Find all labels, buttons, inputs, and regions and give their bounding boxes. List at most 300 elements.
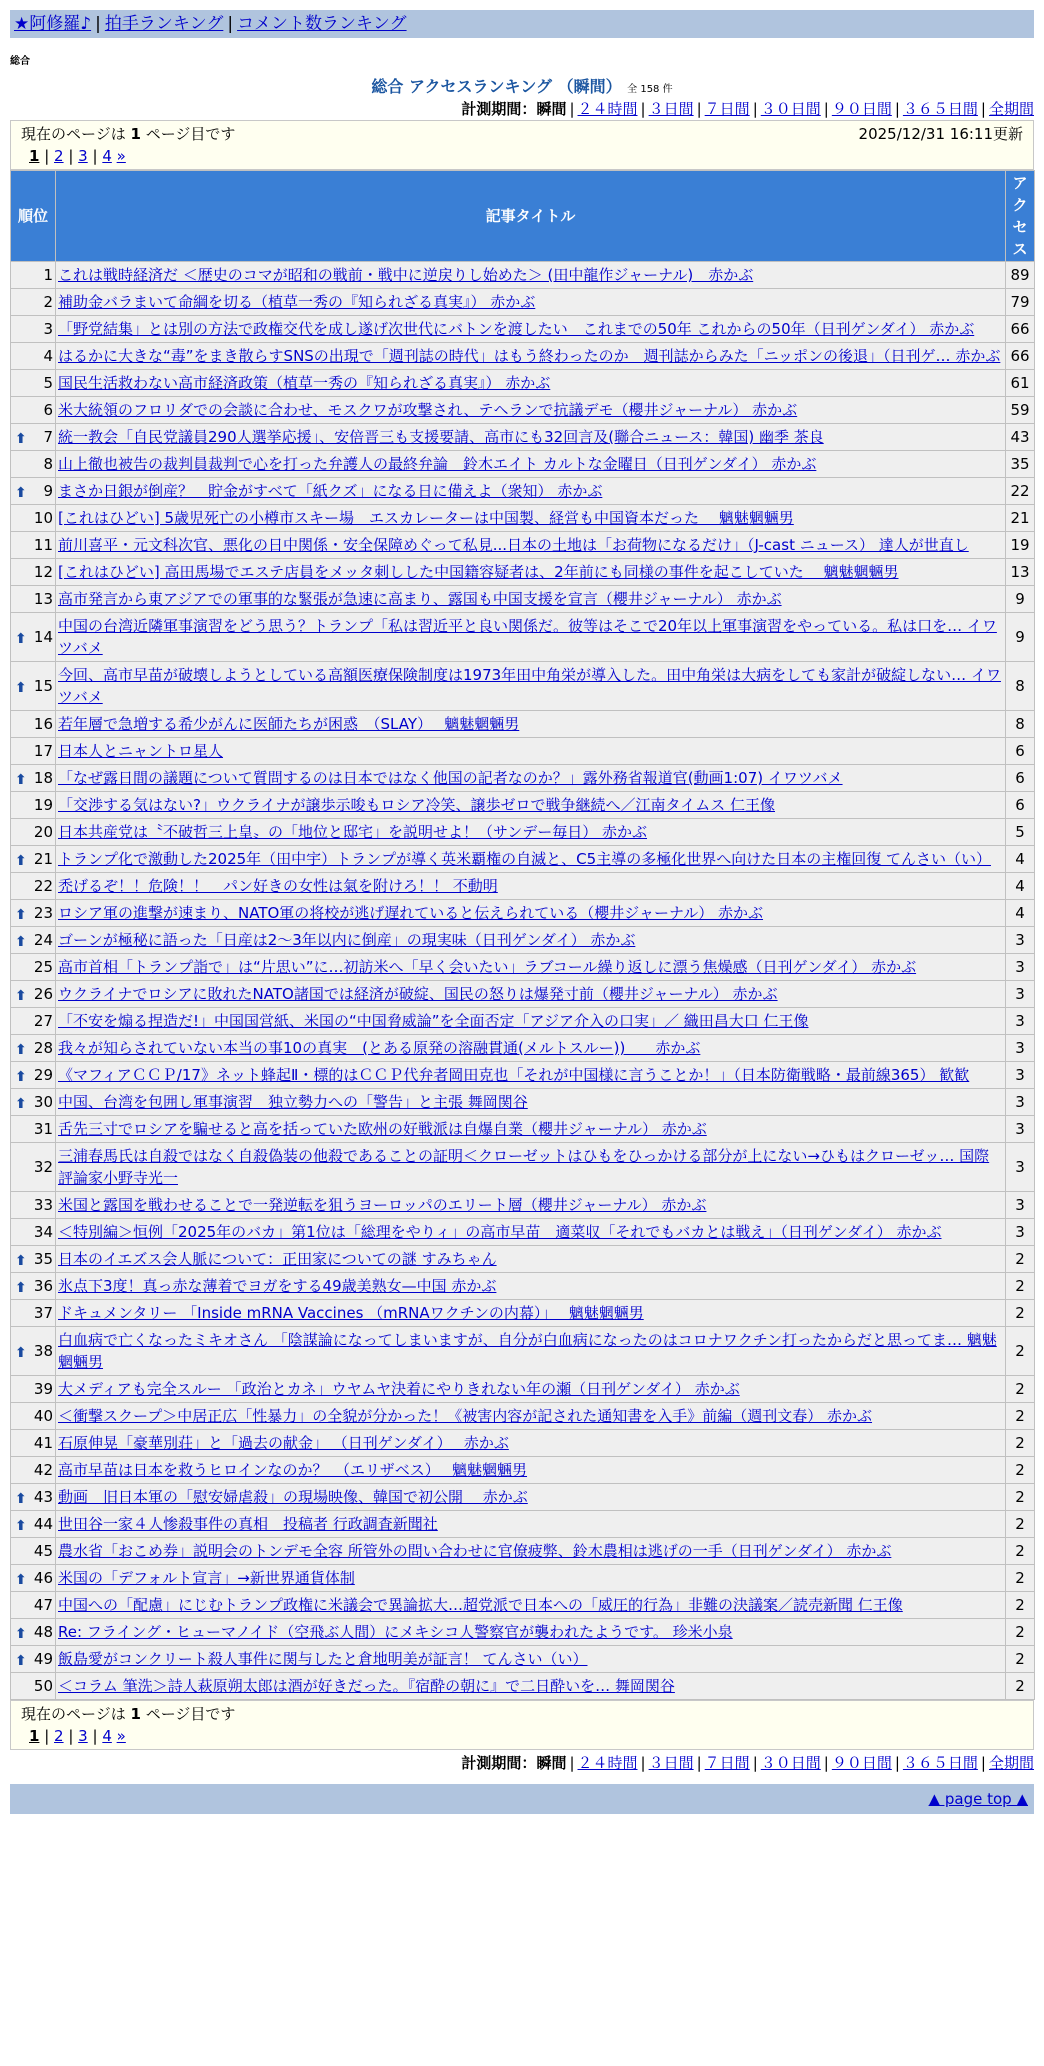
rank-cell bbox=[11, 586, 56, 613]
title-cell bbox=[56, 873, 1006, 900]
rank-number: 45 bbox=[33, 1542, 53, 1560]
article-link[interactable]: 山上徹也被告の裁判員裁判で心を打った弁護人の最終弁論 鈴木エイト カルトな金曜日（日刊ゲンダイ） 赤かぶ bbox=[58, 455, 817, 473]
rank-cell bbox=[11, 900, 56, 927]
table-row bbox=[11, 262, 1035, 289]
table-row bbox=[11, 586, 1035, 613]
title-cell bbox=[56, 1143, 1006, 1192]
article-link[interactable]: 国民生活救わない高市経済政策（植草一秀の『知られざる真実』） 赤かぶ bbox=[58, 374, 551, 392]
article-link[interactable]: 日本人とニャントロ星人 bbox=[58, 742, 224, 760]
title-cell bbox=[56, 1484, 1006, 1511]
applause-ranking-link[interactable]: 拍手ランキング bbox=[104, 14, 224, 34]
access-count: 2 bbox=[1006, 1565, 1035, 1592]
rank-cell bbox=[11, 1143, 56, 1192]
rank-cell bbox=[11, 711, 56, 738]
title-cell bbox=[56, 1192, 1006, 1219]
col-count-header: アクセス bbox=[1006, 171, 1035, 262]
title-cell bbox=[56, 1565, 1006, 1592]
table-row bbox=[11, 1646, 1035, 1673]
up-arrow-icon: ⬆ bbox=[15, 1280, 27, 1296]
rank-number: 31 bbox=[33, 1120, 53, 1138]
table-row bbox=[11, 532, 1035, 559]
pagination bbox=[29, 1725, 1023, 1747]
rank-cell bbox=[11, 1300, 56, 1327]
rank-cell bbox=[11, 289, 56, 316]
article-link[interactable]: 米大統領のフロリダでの会談に合わせ、モスクワが攻撃され、テヘランで抗議デモ（櫻井ジャーナル） 赤かぶ bbox=[58, 401, 798, 419]
page-title: 総合 アクセスランキング （瞬間） bbox=[371, 77, 622, 96]
bottom-bar bbox=[10, 1784, 1034, 1814]
period-label: 計測期間： bbox=[461, 100, 537, 118]
title-cell bbox=[56, 1619, 1006, 1646]
article-link[interactable]: 中国の台湾近隣軍事演習をどう思う？トランプ「私は習近平と良い関係だ。彼等はそこで20年以上軍事演習をやっている。私は口を… イワツバメ bbox=[58, 617, 997, 657]
title-cell bbox=[56, 586, 1006, 613]
rank-number: 47 bbox=[33, 1596, 53, 1614]
rank-number: 10 bbox=[33, 509, 53, 527]
article-link[interactable]: [これはひどい] 高田馬場でエステ店員をメッタ刺しした中国籍容疑者は、2年前にも同様の事件を起こしていた 魑魅魍魎男 bbox=[58, 563, 899, 581]
period-link[interactable]: ２４時間 bbox=[577, 100, 638, 118]
title-cell bbox=[56, 1008, 1006, 1035]
pager-separator: | bbox=[39, 147, 55, 165]
article-link[interactable]: ドキュメンタリー 「Inside mRNA Vaccines （mRNAワクチンの内幕）」 魑魅魍魎男 bbox=[58, 1304, 644, 1322]
rank-cell bbox=[11, 927, 56, 954]
period-separator: | bbox=[980, 100, 986, 118]
rank-cell bbox=[11, 662, 56, 711]
rank-number: 17 bbox=[33, 742, 53, 760]
rank-number: 8 bbox=[43, 455, 53, 473]
rank-cell bbox=[11, 532, 56, 559]
category-label: 総合 bbox=[10, 56, 30, 67]
table-row bbox=[11, 1008, 1035, 1035]
access-count: 6 bbox=[1006, 765, 1035, 792]
table-row bbox=[11, 1116, 1035, 1143]
rank-cell bbox=[11, 1592, 56, 1619]
rank-number: 40 bbox=[33, 1407, 53, 1425]
rank-number: 39 bbox=[33, 1380, 53, 1398]
pager-current: 1 bbox=[29, 147, 40, 165]
access-count: 2 bbox=[1006, 1376, 1035, 1403]
access-count: 3 bbox=[1006, 1062, 1035, 1089]
rank-cell bbox=[11, 738, 56, 765]
article-link[interactable]: 日本共産党は〝不破哲三上皇〟の「地位と邸宅」を説明せよ！（サンデー毎日） 赤かぶ bbox=[58, 823, 648, 841]
article-link[interactable]: 高市首相「トランプ詣で」は“片思い”に…初訪米へ「早く会いたい」ラブコール繰り返しに漂う焦燥感（日刊ゲンダイ） 赤かぶ bbox=[58, 958, 917, 976]
rank-cell bbox=[11, 846, 56, 873]
rank-cell bbox=[11, 1430, 56, 1457]
pager-link[interactable]: 2 bbox=[54, 1727, 64, 1745]
title-cell bbox=[56, 1062, 1006, 1089]
article-link[interactable]: これは戦時経済だ ＜歴史のコマが昭和の戦前・戦中に逆戻りし始めた＞ (田中龍作ジャーナル) 赤かぶ bbox=[58, 266, 754, 284]
period-link[interactable]: ３６５日間 bbox=[902, 1754, 978, 1772]
table-row bbox=[11, 559, 1035, 586]
title-cell bbox=[56, 424, 1006, 451]
rank-cell bbox=[11, 343, 56, 370]
article-link[interactable]: Re: フライング・ヒューマノイド（空飛ぶ人間）にメキシコ人警察官が襲われたようです。 珍米小泉 bbox=[58, 1623, 733, 1641]
period-separator: | bbox=[823, 1754, 829, 1772]
rank-cell bbox=[11, 1673, 56, 1700]
table-row bbox=[11, 1219, 1035, 1246]
table-row bbox=[11, 1089, 1035, 1116]
period-link[interactable]: ９０日間 bbox=[831, 1754, 892, 1772]
up-arrow-icon: ⬆ bbox=[15, 934, 27, 950]
rank-number: 46 bbox=[33, 1569, 53, 1587]
title-cell bbox=[56, 1089, 1006, 1116]
access-count: 2 bbox=[1006, 1327, 1035, 1376]
period-link[interactable]: ３６５日間 bbox=[902, 100, 978, 118]
access-count: 3 bbox=[1006, 1116, 1035, 1143]
rank-number: 2 bbox=[43, 293, 53, 311]
article-link[interactable]: ＜衝撃スクープ＞中居正広「性暴力」の全貌が分かった！《被害内容が記された通知書を入手》前編（週刊文春） 赤かぶ bbox=[58, 1407, 873, 1425]
title-cell bbox=[56, 1300, 1006, 1327]
period-label: 計測期間： bbox=[461, 1754, 537, 1772]
article-link[interactable]: 前川喜平・元文科次官、悪化の日中関係・安全保障めぐって私見...日本の土地は「お荷物になるだけ」（J-cast ニュース） 達人が世直し bbox=[58, 536, 969, 554]
article-link[interactable]: 「不安を煽る捏造だ!」中国国営紙、米国の“中国脅威論”を全面否定「アジア介入の口実」／ 織田昌大口 仁王像 bbox=[58, 1012, 809, 1030]
period-separator: | bbox=[696, 1754, 702, 1772]
rank-number: 1 bbox=[43, 266, 53, 284]
article-link[interactable]: [これはひどい] 5歳児死亡の小樽市スキー場 エスカレーターは中国製、経営も中国資本だった 魑魅魍魎男 bbox=[58, 509, 794, 527]
period-selector bbox=[10, 1752, 1034, 1774]
pager-link[interactable]: 3 bbox=[78, 147, 88, 165]
access-count: 59 bbox=[1006, 397, 1035, 424]
up-arrow-icon: ⬆ bbox=[15, 431, 27, 447]
table-row bbox=[11, 316, 1035, 343]
article-link[interactable]: 農水省「おこめ券」説明会のトンデモ全容 所管外の問い合わせに官僚疲弊、鈴木農相は逃げの一手（日刊ゲンダイ） 赤かぶ bbox=[58, 1542, 892, 1560]
table-row bbox=[11, 1592, 1035, 1619]
rank-number: 9 bbox=[43, 482, 53, 500]
article-link[interactable]: まさか日銀が倒産？ 貯金がすべて「紙クズ」になる日に備えよ（衆知） 赤かぶ bbox=[58, 482, 603, 500]
access-count: 9 bbox=[1006, 586, 1035, 613]
table-row bbox=[11, 451, 1035, 478]
rank-cell bbox=[11, 1457, 56, 1484]
article-link[interactable]: ロシア軍の進撃が速まり、NATO軍の将校が逃げ遅れていると伝えられている（櫻井ジャーナル） 赤かぶ bbox=[58, 904, 764, 922]
ranking-table bbox=[10, 170, 1035, 1700]
rank-cell bbox=[11, 262, 56, 289]
article-link[interactable]: 統一教会「自民党議員290人選挙応援」、安倍晋三も支援要請、高市にも32回言及(聯合ニュース：韓国) 幽季 茶良 bbox=[58, 428, 824, 446]
article-link[interactable]: 「交渉する気はない?」ウクライナが譲歩示唆もロシア冷笑、譲歩ゼロで戦争継続へ／江南タイムス 仁王像 bbox=[58, 796, 775, 814]
rank-number: 38 bbox=[33, 1342, 53, 1360]
period-link[interactable]: 全期間 bbox=[988, 100, 1034, 118]
rank-cell bbox=[11, 1273, 56, 1300]
access-count: 5 bbox=[1006, 819, 1035, 846]
table-row bbox=[11, 1484, 1035, 1511]
period-link[interactable]: ９０日間 bbox=[831, 100, 892, 118]
table-row bbox=[11, 1403, 1035, 1430]
table-row bbox=[11, 711, 1035, 738]
table-row bbox=[11, 792, 1035, 819]
table-row bbox=[11, 1430, 1035, 1457]
access-count: 22 bbox=[1006, 478, 1035, 505]
title-cell bbox=[56, 505, 1006, 532]
pager-separator: | bbox=[87, 1727, 103, 1745]
rank-number: 44 bbox=[33, 1515, 53, 1533]
up-arrow-icon: ⬆ bbox=[15, 680, 27, 696]
home-link[interactable]: ★阿修羅♪ bbox=[14, 14, 92, 34]
access-count: 3 bbox=[1006, 954, 1035, 981]
period-link[interactable]: ３０日間 bbox=[760, 1754, 821, 1772]
article-link[interactable]: 「なぜ露日間の議題について質問するのは日本ではなく他国の記者なのか？」露外務省報道官(動画1:07) イワツバメ bbox=[58, 769, 843, 787]
rank-number: 28 bbox=[33, 1039, 53, 1057]
nav-separator: | bbox=[95, 14, 101, 34]
article-link[interactable]: 若年層で急増する希少がんに医師たちが困惑 （SLAY） 魑魅魍魎男 bbox=[58, 715, 520, 733]
period-separator: | bbox=[752, 100, 758, 118]
access-count: 35 bbox=[1006, 451, 1035, 478]
article-link[interactable]: トランプ化で激動した2025年（田中宇）トランプが導く英米覇権の自滅と、C5主導の多極化世界へ向けた日本の主権回復 てんさい（い） bbox=[58, 850, 991, 868]
period-current: 瞬間 bbox=[536, 100, 567, 118]
table-row bbox=[11, 1246, 1035, 1273]
up-arrow-icon: ⬆ bbox=[15, 1626, 27, 1642]
rank-cell bbox=[11, 451, 56, 478]
rank-cell bbox=[11, 1246, 56, 1273]
access-count: 2 bbox=[1006, 1403, 1035, 1430]
access-count: 3 bbox=[1006, 1192, 1035, 1219]
rank-number: 4 bbox=[43, 347, 53, 365]
current-page-text: 現在のページは 1 ページ目です bbox=[21, 125, 236, 143]
title-cell bbox=[56, 1246, 1006, 1273]
article-link[interactable]: 中国への「配慮」にじむトランプ政権に米議会で異論拡大…超党派で日本への「威圧的行為」非難の決議案／読売新聞 仁王像 bbox=[58, 1596, 903, 1614]
rank-cell bbox=[11, 559, 56, 586]
pager-link[interactable]: 3 bbox=[78, 1727, 88, 1745]
title-cell bbox=[56, 1219, 1006, 1246]
pager-link[interactable]: 4 bbox=[102, 147, 112, 165]
article-link[interactable]: 三浦春馬氏は自殺ではなく自殺偽装の他殺であることの証明＜クローゼットはひもをひっかける部分が上にない→ひもはクローゼッ… 国際評論家小野寺光一 bbox=[58, 1147, 990, 1187]
rank-cell bbox=[11, 765, 56, 792]
col-title-header: 記事タイトル bbox=[56, 171, 1006, 262]
table-row bbox=[11, 1062, 1035, 1089]
rank-number: 43 bbox=[33, 1488, 53, 1506]
table-row bbox=[11, 1511, 1035, 1538]
col-rank-header: 順位 bbox=[11, 171, 56, 262]
rank-number: 22 bbox=[33, 877, 53, 895]
table-row bbox=[11, 1273, 1035, 1300]
access-count: 19 bbox=[1006, 532, 1035, 559]
period-separator: | bbox=[752, 1754, 758, 1772]
table-row bbox=[11, 873, 1035, 900]
rank-cell bbox=[11, 873, 56, 900]
title-cell bbox=[56, 1376, 1006, 1403]
access-count: 89 bbox=[1006, 262, 1035, 289]
ranking-title bbox=[10, 74, 1034, 96]
access-count: 2 bbox=[1006, 1246, 1035, 1273]
rank-cell bbox=[11, 370, 56, 397]
title-cell bbox=[56, 1646, 1006, 1673]
pager-separator: | bbox=[87, 147, 103, 165]
rank-number: 35 bbox=[33, 1250, 53, 1268]
rank-number: 3 bbox=[43, 320, 53, 338]
article-link[interactable]: 石原伸晃「豪華別荘」と「過去の献金」 （日刊ゲンダイ） 赤かぶ bbox=[58, 1434, 509, 1452]
access-count: 13 bbox=[1006, 559, 1035, 586]
table-row bbox=[11, 954, 1035, 981]
title-cell bbox=[56, 613, 1006, 662]
up-arrow-icon: ⬆ bbox=[15, 1653, 27, 1669]
rank-cell bbox=[11, 1219, 56, 1246]
access-count: 6 bbox=[1006, 738, 1035, 765]
rank-number: 41 bbox=[33, 1434, 53, 1452]
access-count: 3 bbox=[1006, 981, 1035, 1008]
access-count: 3 bbox=[1006, 1219, 1035, 1246]
rank-number: 13 bbox=[33, 590, 53, 608]
rank-cell bbox=[11, 1646, 56, 1673]
article-link[interactable]: ゴーンが極秘に語った「日産は2～3年以内に倒産」の現実味（日刊ゲンダイ） 赤かぶ bbox=[58, 931, 636, 949]
page-info-bottom bbox=[10, 1700, 1034, 1750]
pager-separator: | bbox=[63, 1727, 79, 1745]
period-selector bbox=[10, 98, 1034, 120]
title-cell bbox=[56, 900, 1006, 927]
title-cell bbox=[56, 662, 1006, 711]
rank-cell bbox=[11, 613, 56, 662]
access-count: 2 bbox=[1006, 1273, 1035, 1300]
table-row bbox=[11, 1376, 1035, 1403]
up-arrow-icon: ⬆ bbox=[15, 853, 27, 869]
rank-number: 5 bbox=[43, 374, 53, 392]
period-link[interactable]: ７日間 bbox=[704, 100, 750, 118]
article-link[interactable]: 《マフィアＣＣＰ/17》ネット蜂起Ⅱ・標的はＣＣＰ代弁者岡田克也「それが中国様に言うことか！」（日本防衛戦略・最前線365） 歓歓 bbox=[58, 1066, 970, 1084]
up-arrow-icon: ⬆ bbox=[15, 772, 27, 788]
page-top-link[interactable]: ▲ page top ▲ bbox=[928, 1790, 1028, 1808]
table-row bbox=[11, 1457, 1035, 1484]
access-count: 4 bbox=[1006, 900, 1035, 927]
rank-cell bbox=[11, 1035, 56, 1062]
pagination bbox=[29, 145, 1023, 167]
period-separator: | bbox=[569, 1754, 575, 1772]
current-page-text: 現在のページは 1 ページ目です bbox=[21, 1705, 236, 1723]
article-link[interactable]: 動画 旧日本軍の「慰安婦虐殺」の現場映像、韓国で初公開 赤かぶ bbox=[58, 1488, 528, 1506]
table-row bbox=[11, 662, 1035, 711]
rank-cell bbox=[11, 1484, 56, 1511]
title-cell bbox=[56, 927, 1006, 954]
article-link[interactable]: 飯島愛がコンクリート殺人事件に関与したと倉地明美が証言！ てんさい（い） bbox=[58, 1650, 588, 1668]
article-link[interactable]: 補助金バラまいて命綱を切る（植草一秀の『知られざる真実』） 赤かぶ bbox=[58, 293, 536, 311]
rank-cell bbox=[11, 981, 56, 1008]
up-arrow-icon: ⬆ bbox=[15, 485, 27, 501]
rank-number: 12 bbox=[33, 563, 53, 581]
table-row bbox=[11, 505, 1035, 532]
access-count: 66 bbox=[1006, 343, 1035, 370]
rank-cell bbox=[11, 1062, 56, 1089]
rank-number: 16 bbox=[33, 715, 53, 733]
access-count: 61 bbox=[1006, 370, 1035, 397]
article-link[interactable]: 米国の「デフォルト宣言」→新世界通貨体制 bbox=[58, 1569, 355, 1587]
rank-number: 37 bbox=[33, 1304, 53, 1322]
rank-cell bbox=[11, 1376, 56, 1403]
article-link[interactable]: 禿げるぞ！！危険！！ パン好きの女性は氣を附けろ！！ 不動明 bbox=[58, 877, 498, 895]
rank-number: 24 bbox=[33, 931, 53, 949]
article-link[interactable]: ウクライナでロシアに敗れたNATO諸国では経済が破綻、国民の怒りは爆発寸前（櫻井ジャーナル） 赤かぶ bbox=[58, 985, 778, 1003]
title-cell bbox=[56, 451, 1006, 478]
rank-number: 20 bbox=[33, 823, 53, 841]
rank-number: 49 bbox=[33, 1650, 53, 1668]
period-link[interactable]: ２４時間 bbox=[577, 1754, 638, 1772]
table-row bbox=[11, 981, 1035, 1008]
article-link[interactable]: 中国、台湾を包囲し軍事演習 独立勢力への「警告」と主張 舞岡関谷 bbox=[58, 1093, 528, 1111]
rank-cell bbox=[11, 1538, 56, 1565]
rank-number: 6 bbox=[43, 401, 53, 419]
rank-cell bbox=[11, 424, 56, 451]
up-arrow-icon: ⬆ bbox=[15, 1518, 27, 1534]
title-cell bbox=[56, 846, 1006, 873]
period-link[interactable]: 全期間 bbox=[988, 1754, 1034, 1772]
table-row bbox=[11, 1673, 1035, 1700]
access-count: 3 bbox=[1006, 1008, 1035, 1035]
access-count: 3 bbox=[1006, 927, 1035, 954]
article-link[interactable]: 大メディアも完全スルー 「政治とカネ」ウヤムヤ決着にやりきれない年の瀬（日刊ゲンダイ） 赤かぶ bbox=[58, 1380, 740, 1398]
title-cell bbox=[56, 478, 1006, 505]
title-cell bbox=[56, 316, 1006, 343]
table-row bbox=[11, 927, 1035, 954]
table-row bbox=[11, 765, 1035, 792]
article-link[interactable]: ＜特別編＞恒例「2025年のバカ」第1位は「総理をやりィ」の高市早苗 適菜収「それでもバカとは戦え」（日刊ゲンダイ） 赤かぶ bbox=[58, 1223, 942, 1241]
article-link[interactable]: 高市発言から東アジアでの軍事的な緊張が急速に高まり、露国も中国支援を宣言（櫻井ジャーナル） 赤かぶ bbox=[58, 590, 782, 608]
pager-next-link[interactable]: » bbox=[116, 1727, 126, 1745]
rank-cell bbox=[11, 1327, 56, 1376]
rank-number: 34 bbox=[33, 1223, 53, 1241]
rank-number: 50 bbox=[33, 1677, 53, 1695]
title-cell bbox=[56, 765, 1006, 792]
period-separator: | bbox=[894, 1754, 900, 1772]
period-link[interactable]: ３日間 bbox=[648, 1754, 694, 1772]
period-separator: | bbox=[823, 100, 829, 118]
article-link[interactable]: 米国と露国を戦わせることで一発逆転を狙うヨーロッパのエリート層（櫻井ジャーナル） 赤かぶ bbox=[58, 1196, 707, 1214]
article-link[interactable]: 氷点下3度！真っ赤な薄着でヨガをする49歳美熟女—中国 赤かぶ bbox=[58, 1277, 497, 1295]
pager-link[interactable]: 4 bbox=[102, 1727, 112, 1745]
title-cell bbox=[56, 1511, 1006, 1538]
pager-link[interactable]: 2 bbox=[54, 147, 64, 165]
title-cell bbox=[56, 262, 1006, 289]
rank-cell bbox=[11, 478, 56, 505]
title-cell bbox=[56, 559, 1006, 586]
table-row bbox=[11, 1327, 1035, 1376]
access-count: 2 bbox=[1006, 1619, 1035, 1646]
period-separator: | bbox=[894, 100, 900, 118]
access-count: 2 bbox=[1006, 1538, 1035, 1565]
nav-separator: | bbox=[227, 14, 234, 34]
rank-cell bbox=[11, 1116, 56, 1143]
title-cell bbox=[56, 289, 1006, 316]
comment-ranking-link[interactable]: コメント数ランキング bbox=[237, 14, 407, 34]
article-link[interactable]: 世田谷一家４人惨殺事件の真相 投稿者 行政調査新聞社 bbox=[58, 1515, 438, 1533]
article-link[interactable]: ＜コラム 筆洗＞詩人萩原朔太郎は酒が好きだった。『宿酔の朝に』で二日酔いを… 舞岡関谷 bbox=[58, 1677, 675, 1695]
table-row bbox=[11, 613, 1035, 662]
article-link[interactable]: 白血病で亡くなったミキオさん 「陰謀論になってしまいますが、自分が白血病になったのはコロナワクチン打ったからだと思ってま… 魑魅魍魎男 bbox=[58, 1331, 997, 1371]
article-link[interactable]: 高市早苗は日本を救うヒロインなのか？ （エリザベス） 魑魅魍魎男 bbox=[58, 1461, 528, 1479]
title-cell bbox=[56, 1538, 1006, 1565]
title-cell bbox=[56, 1592, 1006, 1619]
article-link[interactable]: 日本のイエズス会人脈について：正田家についての謎 すみちゃん bbox=[58, 1250, 497, 1268]
article-link[interactable]: 我々が知らされていない本当の事10の真実 (とある原発の溶融貫通(メルトスルー)) 赤かぶ bbox=[58, 1039, 701, 1057]
article-link[interactable]: はるかに大きな“毒”をまき散らすSNSの出現で「週刊誌の時代」はもう終わったのか 週刊誌からみた「ニッポンの後退」（日刊ゲ… 赤かぶ bbox=[58, 347, 1001, 365]
article-link[interactable]: 舌先三寸でロシアを騙せると高を括っていた欧州の好戦派は自爆自業（櫻井ジャーナル） 赤かぶ bbox=[58, 1120, 707, 1138]
title-cell bbox=[56, 711, 1006, 738]
access-count: 79 bbox=[1006, 289, 1035, 316]
period-link[interactable]: ７日間 bbox=[704, 1754, 750, 1772]
table-row bbox=[11, 1035, 1035, 1062]
article-link[interactable]: 「野党結集」とは別の方法で政権交代を成し遂げ次世代にバトンを渡したい これまでの50年 これからの50年（日刊ゲンダイ） 赤かぶ bbox=[58, 320, 975, 338]
period-separator: | bbox=[640, 1754, 646, 1772]
rank-cell bbox=[11, 397, 56, 424]
title-cell bbox=[56, 1403, 1006, 1430]
rank-cell bbox=[11, 954, 56, 981]
article-link[interactable]: 今回、高市早苗が破壊しようとしている高額医療保険制度は1973年田中角栄が導入した。田中角栄は大病をしても家計が破綻しない… イワツバメ bbox=[58, 666, 1001, 706]
rank-number: 25 bbox=[33, 958, 53, 976]
period-link[interactable]: ３０日間 bbox=[760, 100, 821, 118]
period-link[interactable]: ３日間 bbox=[648, 100, 694, 118]
up-arrow-icon: ⬆ bbox=[15, 907, 27, 923]
access-count: 3 bbox=[1006, 1143, 1035, 1192]
title-cell bbox=[56, 397, 1006, 424]
table-row bbox=[11, 1192, 1035, 1219]
table-row bbox=[11, 424, 1035, 451]
up-arrow-icon: ⬆ bbox=[15, 988, 27, 1004]
period-separator: | bbox=[696, 100, 702, 118]
access-count: 2 bbox=[1006, 1511, 1035, 1538]
access-count: 3 bbox=[1006, 1035, 1035, 1062]
pager-next-link[interactable]: » bbox=[116, 147, 126, 165]
